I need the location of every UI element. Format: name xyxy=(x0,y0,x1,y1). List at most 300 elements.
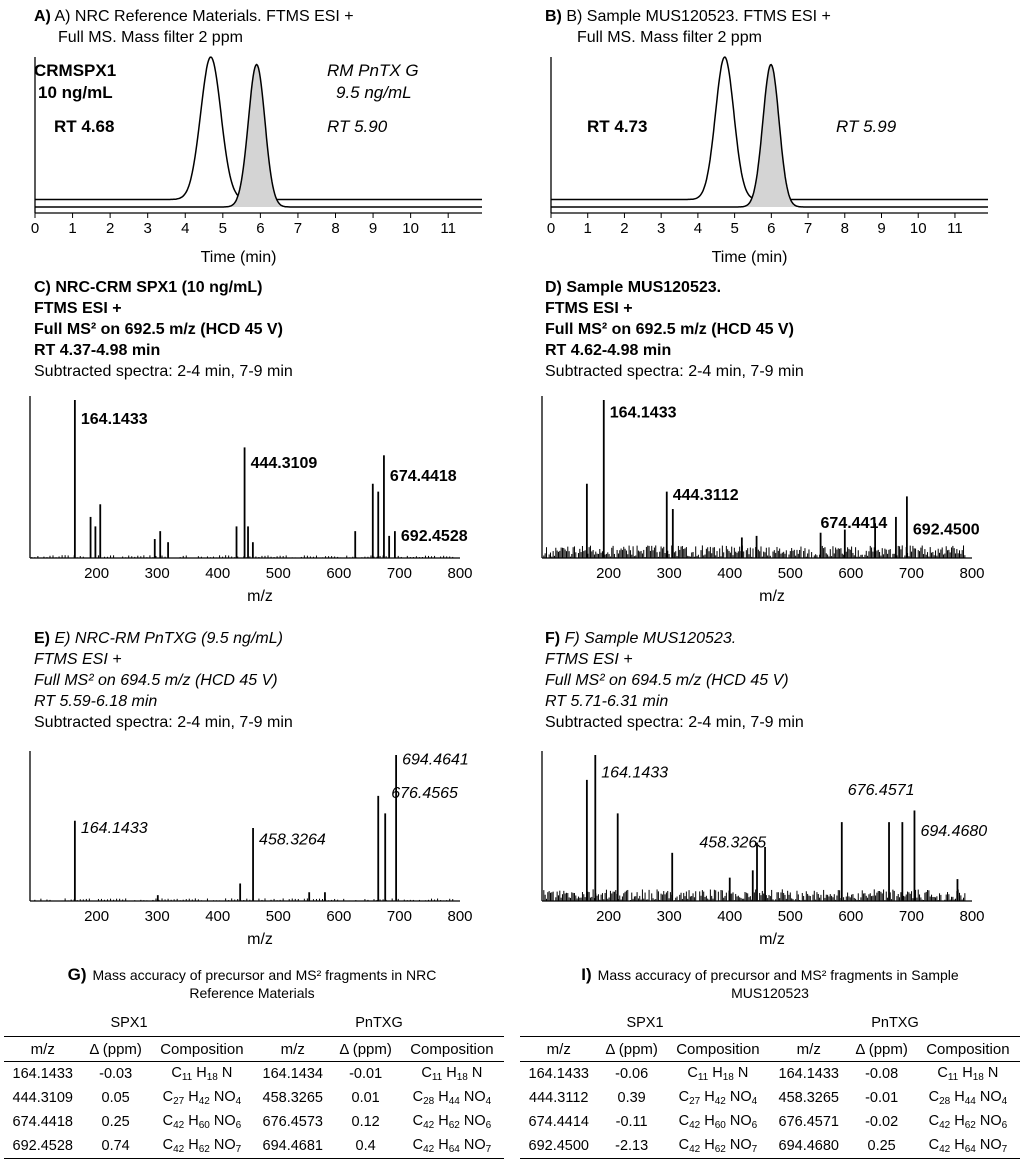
table-cell: 0.39 xyxy=(617,1090,646,1106)
composition-count: 7 xyxy=(1001,1144,1008,1155)
table-g xyxy=(4,1010,504,1159)
table-cell: 164.1434 xyxy=(262,1066,323,1082)
x-tick-label: 600 xyxy=(326,908,352,925)
table-cell xyxy=(916,1062,1020,1087)
composition-count: 6 xyxy=(1001,1120,1008,1131)
table-cell: 676.4571 xyxy=(778,1114,839,1130)
panel-f-title-line3: Full MS² on 694.5 m/z (HCD 45 V) xyxy=(545,672,789,689)
table-cell: 0.05 xyxy=(101,1090,130,1106)
composition-element: H xyxy=(446,1065,457,1081)
table-group-row xyxy=(520,1010,1020,1037)
composition-element: C xyxy=(162,1113,174,1129)
panel-c-title xyxy=(34,277,293,382)
composition-count: 42 xyxy=(939,1120,951,1131)
composition-count: 4 xyxy=(751,1096,758,1107)
x-tick-label: 300 xyxy=(144,908,170,925)
peak-label: 694.4641 xyxy=(402,751,469,769)
composition-element: C xyxy=(412,1137,424,1153)
table-row xyxy=(4,1110,504,1134)
composition-element: NO xyxy=(979,1137,1002,1153)
composition-count: 6 xyxy=(235,1120,242,1131)
peak-label: 676.4571 xyxy=(847,782,915,800)
panel-c-title-line4: RT 4.37-4.98 min xyxy=(34,342,161,359)
composition-element: NO xyxy=(979,1113,1002,1129)
panel-f-title-line4: RT 5.71-6.31 min xyxy=(545,693,669,710)
composition-count: 42 xyxy=(689,1120,701,1131)
x-tick-label: 10 xyxy=(402,220,419,237)
x-tick-label: 700 xyxy=(386,565,412,582)
x-tick-label: 300 xyxy=(656,908,682,925)
panel-a-label1 xyxy=(34,60,116,104)
panel-a-label2-line2: 9.5 ng/mL xyxy=(336,83,412,102)
panel-a-rt1: RT 4.68 xyxy=(54,117,115,136)
chart-c-spectrum xyxy=(20,390,500,610)
table-column-header: Composition xyxy=(666,1037,770,1062)
chart-b-chromatogram xyxy=(536,52,996,267)
panel-c-title-line2: FTMS ESI + xyxy=(34,300,122,317)
x-tick-label: 0 xyxy=(546,220,556,237)
composition-element: NO xyxy=(463,1089,486,1105)
composition-count: 18 xyxy=(722,1072,734,1083)
table-column-header: m/z xyxy=(254,1037,332,1062)
table-column-header: Composition xyxy=(916,1037,1020,1062)
composition-element: NO xyxy=(729,1137,752,1153)
x-axis-label: m/z xyxy=(759,931,785,948)
x-tick-label: 500 xyxy=(777,565,803,582)
table-cell: 0.74 xyxy=(82,1134,150,1159)
table-column-header: Δ (ppm) xyxy=(332,1037,400,1062)
table-i-title-line1: Mass accuracy of precursor and MS² fragments in Sample xyxy=(597,967,959,983)
composition-count: 42 xyxy=(173,1144,185,1155)
x-tick-label: 9 xyxy=(368,220,378,237)
composition-count: 44 xyxy=(964,1096,976,1107)
panel-b-rt1: RT 4.73 xyxy=(587,117,648,136)
x-tick-label: 11 xyxy=(947,220,963,237)
panel-b-title-text: B) Sample MUS120523. FTMS ESI + xyxy=(566,8,831,25)
composition-element: H xyxy=(704,1137,715,1153)
composition-count: 6 xyxy=(751,1120,758,1131)
panel-e-title-line2: FTMS ESI + xyxy=(34,651,122,668)
table-cell xyxy=(400,1062,504,1087)
composition-element: H xyxy=(438,1089,449,1105)
x-tick-label: 4 xyxy=(181,220,190,237)
panel-e-title-line4: RT 5.59-6.18 min xyxy=(34,693,158,710)
table-i-letter: I) xyxy=(581,965,592,984)
table-cell: -0.11 xyxy=(615,1114,648,1130)
composition-element: H xyxy=(188,1137,199,1153)
x-tick-label: 8 xyxy=(840,220,849,237)
table-cell: -0.06 xyxy=(615,1066,649,1082)
chart-d-spectrum xyxy=(532,390,1012,610)
composition-element: NO xyxy=(213,1137,236,1153)
composition-count: 18 xyxy=(456,1072,468,1083)
panel-a-title-line2: Full MS. Mass filter 2 ppm xyxy=(58,29,243,46)
x-tick-label: 200 xyxy=(84,908,110,925)
table-column-header: Δ (ppm) xyxy=(598,1037,666,1062)
panel-a-label2-line1: RM PnTX G xyxy=(327,61,419,80)
panel-d-title-line3: Full MS² on 692.5 m/z (HCD 45 V) xyxy=(545,321,794,338)
panel-a-rt2: RT 5.90 xyxy=(327,117,388,136)
table-group-header: PnTXG xyxy=(871,1015,919,1031)
x-tick-label: 700 xyxy=(386,908,412,925)
table-row xyxy=(520,1062,1020,1087)
composition-count: 11 xyxy=(697,1072,709,1083)
x-tick-label: 600 xyxy=(326,565,352,582)
panel-a-title xyxy=(34,6,354,48)
table-column-header: Composition xyxy=(400,1037,504,1062)
composition-count: 60 xyxy=(198,1120,210,1131)
peak-label: 164.1433 xyxy=(609,404,677,422)
composition-element: NO xyxy=(729,1089,752,1105)
x-tick-label: 800 xyxy=(959,908,985,925)
composition-element: H xyxy=(704,1113,715,1129)
table-i-title xyxy=(520,966,1020,1002)
table-cell: 694.4680 xyxy=(770,1134,848,1159)
table-row xyxy=(4,1086,504,1110)
x-tick-label: 600 xyxy=(838,908,864,925)
composition-element: H xyxy=(438,1113,449,1129)
panel-c-title-line1: C) NRC-CRM SPX1 (10 ng/mL) xyxy=(34,279,263,296)
composition-count: 42 xyxy=(939,1144,951,1155)
x-tick-label: 400 xyxy=(205,565,231,582)
table-cell xyxy=(400,1110,504,1134)
x-tick-label: 10 xyxy=(909,220,927,237)
composition-element: NO xyxy=(729,1113,752,1129)
table-cell xyxy=(666,1086,770,1110)
table-cell: 692.4528 xyxy=(4,1134,82,1159)
table-column-header: m/z xyxy=(4,1037,82,1062)
x-tick-label: 8 xyxy=(331,220,340,237)
panel-b-title xyxy=(545,6,831,48)
table-cell: 692.4500 xyxy=(520,1134,598,1159)
composition-element: NO xyxy=(213,1113,236,1129)
x-tick-label: 2 xyxy=(620,220,629,237)
composition-count: 4 xyxy=(485,1096,492,1107)
table-cell: 674.4418 xyxy=(12,1114,73,1130)
peak-label: 164.1433 xyxy=(80,820,148,837)
composition-element: C xyxy=(412,1089,424,1105)
table-cell: 458.3265 xyxy=(778,1090,839,1106)
composition-count: 42 xyxy=(423,1120,435,1131)
x-tick-label: 800 xyxy=(447,908,473,925)
panel-e-title-line5: Subtracted spectra: 2-4 min, 7-9 min xyxy=(34,714,293,731)
composition-count: 11 xyxy=(431,1072,443,1083)
table-cell xyxy=(916,1134,1020,1159)
x-tick-label: 5 xyxy=(218,220,227,237)
composition-count: 44 xyxy=(448,1096,460,1107)
table-cell xyxy=(666,1110,770,1134)
table-cell xyxy=(666,1062,770,1087)
composition-element: C xyxy=(937,1065,948,1081)
x-tick-label: 6 xyxy=(256,220,265,237)
composition-count: 6 xyxy=(485,1120,492,1131)
composition-count: 7 xyxy=(751,1144,758,1155)
composition-count: 42 xyxy=(173,1120,185,1131)
composition-count: 11 xyxy=(947,1072,959,1083)
panel-d-title xyxy=(545,277,804,382)
x-tick-label: 3 xyxy=(143,220,152,237)
x-tick-label: 5 xyxy=(730,220,739,237)
table-header-row xyxy=(520,1037,1020,1062)
composition-element: NO xyxy=(463,1113,486,1129)
table-cell: 0.4 xyxy=(332,1134,400,1159)
composition-element: H xyxy=(954,1113,965,1129)
x-tick-label: 800 xyxy=(959,565,985,582)
composition-element: NO xyxy=(213,1089,236,1105)
panel-d-title-line5: Subtracted spectra: 2-4 min, 7-9 min xyxy=(545,363,804,380)
x-tick-label: 500 xyxy=(777,908,803,925)
table-cell: -0.02 xyxy=(865,1114,899,1130)
composition-element: C xyxy=(421,1065,432,1081)
x-axis-label: m/z xyxy=(247,931,273,948)
panel-f-title-text: F) Sample MUS120523. xyxy=(564,630,737,647)
x-tick-label: 9 xyxy=(877,220,886,237)
panel-e-title xyxy=(34,628,293,733)
table-cell: -0.03 xyxy=(99,1066,133,1082)
table-cell: 0.12 xyxy=(351,1114,380,1130)
composition-count: 64 xyxy=(964,1144,976,1155)
table-row xyxy=(4,1062,504,1087)
composition-element: H xyxy=(188,1089,199,1105)
peak-label: 694.4680 xyxy=(920,822,988,840)
composition-count: 4 xyxy=(1001,1096,1008,1107)
composition-element: NO xyxy=(463,1137,486,1153)
composition-count: 27 xyxy=(173,1096,185,1107)
table-cell: 0.25 xyxy=(848,1134,916,1159)
x-tick-label: 300 xyxy=(656,565,682,582)
peak-label: 458.3264 xyxy=(259,831,326,849)
peak-label: 674.4414 xyxy=(820,515,888,533)
table-cell xyxy=(400,1134,504,1159)
composition-count: 18 xyxy=(972,1072,984,1083)
composition-count: 4 xyxy=(235,1096,242,1107)
chart-e-spectrum xyxy=(20,745,500,953)
panel-c-title-line5: Subtracted spectra: 2-4 min, 7-9 min xyxy=(34,363,293,380)
table-cell xyxy=(150,1110,254,1134)
composition-count: 42 xyxy=(714,1096,726,1107)
table-cell: 674.4414 xyxy=(528,1114,589,1130)
panel-f-title-line5: Subtracted spectra: 2-4 min, 7-9 min xyxy=(545,714,804,731)
composition-element: H xyxy=(196,1065,207,1081)
x-tick-label: 2 xyxy=(105,220,115,237)
table-cell xyxy=(400,1086,504,1110)
table-cell xyxy=(916,1086,1020,1110)
table-cell xyxy=(150,1062,254,1087)
composition-element: C xyxy=(678,1089,690,1105)
composition-count: 62 xyxy=(448,1120,460,1131)
composition-count: 11 xyxy=(181,1072,193,1083)
x-tick-label: 11 xyxy=(440,220,456,237)
composition-element: C xyxy=(162,1137,174,1153)
peak-label: 692.4528 xyxy=(400,527,468,545)
panel-e-title-line1: E) E) NRC-RM PnTXG (9.5 ng/mL) xyxy=(34,630,283,647)
x-axis-label: m/z xyxy=(759,588,785,605)
composition-element: C xyxy=(928,1113,940,1129)
table-group-header: SPX1 xyxy=(626,1015,664,1031)
panel-b-title-line1: B) B) Sample MUS120523. FTMS ESI + xyxy=(545,8,831,25)
x-tick-label: 200 xyxy=(596,908,622,925)
panel-a-label1-line1: CRMSPX1 xyxy=(34,61,117,80)
x-tick-label: 3 xyxy=(656,220,666,237)
table-cell: 164.1433 xyxy=(12,1066,73,1082)
table-g-letter: G) xyxy=(67,965,87,984)
panel-b-rt2: RT 5.99 xyxy=(836,117,897,136)
composition-count: 42 xyxy=(689,1144,701,1155)
table-g-title xyxy=(2,966,502,1002)
panel-a-title-text: A) NRC Reference Materials. FTMS ESI + xyxy=(54,8,354,25)
composition-element: H xyxy=(954,1137,965,1153)
x-axis-label: Time (min) xyxy=(200,249,277,266)
x-tick-label: 6 xyxy=(767,220,776,237)
composition-count: 62 xyxy=(964,1120,976,1131)
panel-f-title-line2: FTMS ESI + xyxy=(545,651,633,668)
x-tick-label: 300 xyxy=(144,565,170,582)
x-tick-label: 4 xyxy=(693,220,703,237)
x-tick-label: 600 xyxy=(838,565,864,582)
x-tick-label: 1 xyxy=(68,220,77,237)
table-cell xyxy=(150,1086,254,1110)
table-cell xyxy=(666,1134,770,1159)
table-i xyxy=(520,1010,1020,1159)
table-cell: -0.01 xyxy=(349,1066,383,1082)
table-group-row xyxy=(4,1010,504,1037)
table-cell: 0.25 xyxy=(101,1114,130,1130)
table-i-title-line2: MUS120523 xyxy=(731,985,809,1001)
x-tick-label: 400 xyxy=(717,565,743,582)
composition-element: H xyxy=(962,1065,973,1081)
x-tick-label: 400 xyxy=(205,908,231,925)
x-tick-label: 7 xyxy=(803,220,813,237)
composition-element: C xyxy=(171,1065,182,1081)
x-tick-label: 0 xyxy=(30,220,40,237)
peak-label: 164.1433 xyxy=(601,764,669,782)
table-row xyxy=(520,1110,1020,1134)
x-tick-label: 7 xyxy=(293,220,303,237)
composition-element: C xyxy=(928,1089,940,1105)
composition-element: N xyxy=(221,1065,233,1081)
composition-element: H xyxy=(712,1065,723,1081)
composition-element: H xyxy=(954,1089,965,1105)
table-cell: 694.4681 xyxy=(254,1134,332,1159)
x-axis-label: Time (min) xyxy=(711,249,788,266)
peak-label: 164.1433 xyxy=(80,410,148,428)
table-column-header: m/z xyxy=(770,1037,848,1062)
table-cell: 444.3112 xyxy=(529,1090,589,1106)
composition-count: 28 xyxy=(423,1096,435,1107)
table-cell: -0.01 xyxy=(865,1090,899,1106)
table-cell: -0.08 xyxy=(865,1066,899,1082)
composition-count: 62 xyxy=(714,1144,726,1155)
x-tick-label: 500 xyxy=(265,908,291,925)
panel-b-title-line2: Full MS. Mass filter 2 ppm xyxy=(577,29,762,46)
composition-count: 28 xyxy=(939,1096,951,1107)
table-group-header: PnTXG xyxy=(355,1015,403,1031)
panel-c-title-line3: Full MS² on 692.5 m/z (HCD 45 V) xyxy=(34,321,283,338)
x-tick-label: 700 xyxy=(898,565,924,582)
peak-label: 444.3109 xyxy=(250,455,318,473)
peak-label: 692.4500 xyxy=(912,521,980,539)
table-cell: -2.13 xyxy=(598,1134,666,1159)
composition-element: H xyxy=(704,1089,715,1105)
composition-element: C xyxy=(687,1065,698,1081)
composition-element: C xyxy=(412,1113,424,1129)
composition-count: 7 xyxy=(485,1144,492,1155)
table-group-header: SPX1 xyxy=(110,1015,148,1031)
composition-element: H xyxy=(188,1113,199,1129)
table-column-header: m/z xyxy=(520,1037,598,1062)
composition-count: 27 xyxy=(689,1096,701,1107)
x-tick-label: 700 xyxy=(898,908,924,925)
table-cell: 164.1433 xyxy=(778,1066,839,1082)
panel-d-title-line1: D) Sample MUS120523. xyxy=(545,279,722,296)
table-g-title-line2: Reference Materials xyxy=(189,985,315,1001)
peak-fill xyxy=(739,65,804,208)
table-cell xyxy=(150,1134,254,1159)
composition-element: N xyxy=(737,1065,749,1081)
composition-element: NO xyxy=(979,1089,1002,1105)
table-cell: 458.3265 xyxy=(262,1090,323,1106)
table-cell: 444.3109 xyxy=(12,1090,73,1106)
peak-label: 676.4565 xyxy=(391,784,458,802)
x-tick-label: 1 xyxy=(583,220,592,237)
table-cell: 164.1433 xyxy=(528,1066,589,1082)
x-tick-label: 200 xyxy=(596,565,622,582)
table-row xyxy=(520,1086,1020,1110)
x-tick-label: 500 xyxy=(265,565,291,582)
table-column-header: Δ (ppm) xyxy=(848,1037,916,1062)
composition-count: 7 xyxy=(235,1144,242,1155)
peak-label: 444.3112 xyxy=(672,486,739,504)
table-column-header: Δ (ppm) xyxy=(82,1037,150,1062)
composition-count: 62 xyxy=(198,1144,210,1155)
composition-element: C xyxy=(928,1137,940,1153)
peak-label: 674.4418 xyxy=(389,467,457,485)
composition-element: C xyxy=(162,1089,174,1105)
x-axis-label: m/z xyxy=(247,588,273,605)
composition-element: N xyxy=(471,1065,483,1081)
table-g-title-line1: Mass accuracy of precursor and MS² fragments in NRC xyxy=(92,967,437,983)
x-tick-label: 200 xyxy=(84,565,110,582)
table-column-header: Composition xyxy=(150,1037,254,1062)
table-cell xyxy=(916,1110,1020,1134)
table-header-row xyxy=(4,1037,504,1062)
composition-element: H xyxy=(438,1137,449,1153)
peak-label: 458.3265 xyxy=(699,834,767,852)
panel-a-title-line1: A) A) NRC Reference Materials. FTMS ESI + xyxy=(34,8,354,25)
table-cell: 0.01 xyxy=(351,1090,380,1106)
composition-element: N xyxy=(987,1065,999,1081)
composition-element: C xyxy=(678,1113,690,1129)
chart-f-spectrum xyxy=(532,745,1012,953)
composition-count: 42 xyxy=(423,1144,435,1155)
panel-a-label2 xyxy=(327,60,419,104)
x-tick-label: 400 xyxy=(717,908,743,925)
panel-d-title-line4: RT 4.62-4.98 min xyxy=(545,342,672,359)
composition-element: C xyxy=(678,1137,690,1153)
panel-f-title-line1: F) F) Sample MUS120523. xyxy=(545,630,737,647)
panel-a-label1-line2: 10 ng/mL xyxy=(38,83,113,102)
composition-count: 60 xyxy=(714,1120,726,1131)
panel-e-title-text: E) NRC-RM PnTXG (9.5 ng/mL) xyxy=(54,630,283,647)
x-tick-label: 800 xyxy=(447,565,473,582)
panel-e-title-line3: Full MS² on 694.5 m/z (HCD 45 V) xyxy=(34,672,278,689)
table-row xyxy=(520,1134,1020,1159)
table-row xyxy=(4,1134,504,1159)
composition-count: 42 xyxy=(198,1096,210,1107)
composition-count: 64 xyxy=(448,1144,460,1155)
table-cell: 676.4573 xyxy=(262,1114,323,1130)
composition-count: 18 xyxy=(206,1072,218,1083)
